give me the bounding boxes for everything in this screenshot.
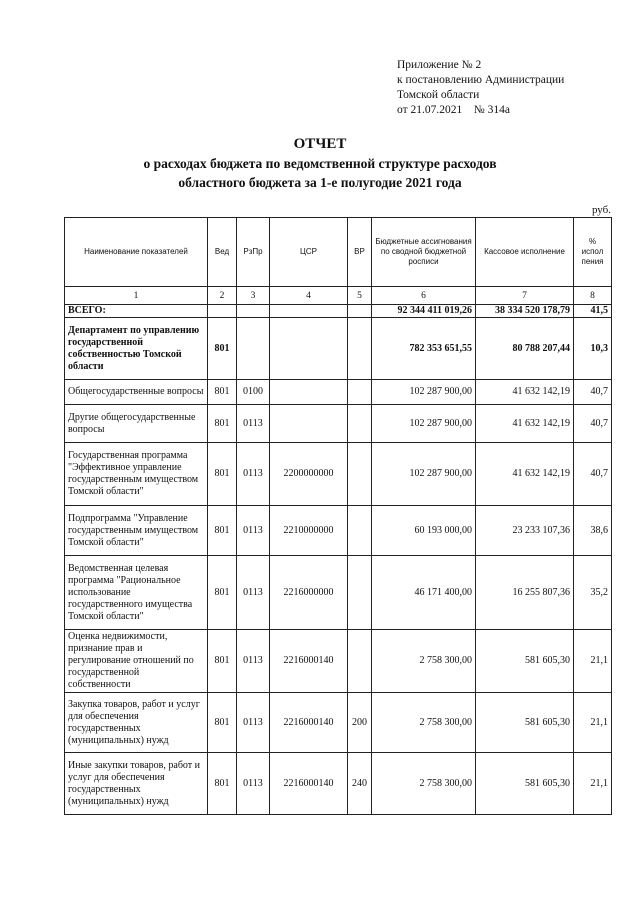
units-label: руб. [591,204,611,216]
cell-rzpr [237,305,270,318]
cell-csr [270,380,348,405]
cell-csr: 2216000000 [270,556,348,630]
row-label: Другие общегосударственные вопросы [65,405,208,443]
expense-table [64,217,612,815]
col-header-percent: % испол пения [574,218,612,287]
cell-percent: 10,3 [574,318,612,380]
cell-vr [348,380,372,405]
cell-allocations: 782 353 651,55 [372,318,476,380]
col-header-allocations: Бюджетные ассигнования по сводной бюджетной росписи [372,218,476,287]
cell-rzpr: 0113 [237,630,270,693]
cell-cash-execution: 41 632 142,19 [476,380,574,405]
col-number: 1 [65,287,208,305]
col-header-vr: ВР [348,218,372,287]
cell-csr: 2210000000 [270,506,348,556]
header-line-resolution: к постановлению Администрации [397,74,565,86]
cell-percent: 21,1 [574,753,612,815]
cell-percent: 40,7 [574,443,612,506]
cell-rzpr: 0100 [237,380,270,405]
cell-csr: 2216000140 [270,630,348,693]
col-header-csr: ЦСР [270,218,348,287]
row-label: Иные закупки товаров, работ и услуг для обеспечения государственных (муниципальных) нужд [65,753,208,815]
cell-percent: 21,1 [574,630,612,693]
cell-csr [270,305,348,318]
cell-ved: 801 [208,693,237,753]
cell-rzpr: 0113 [237,443,270,506]
col-header-name: Наименование показателей [65,218,208,287]
cell-vr [348,405,372,443]
cell-allocations: 102 287 900,00 [372,405,476,443]
col-number: 3 [237,287,270,305]
row-label: Государственная программа "Эффективное управление государственным имуществом Томской области" [65,443,208,506]
col-number: 2 [208,287,237,305]
cell-allocations: 102 287 900,00 [372,443,476,506]
table-row [65,630,612,693]
cell-rzpr: 0113 [237,693,270,753]
cell-cash-execution: 41 632 142,19 [476,405,574,443]
col-header-rzpr: РзПр [237,218,270,287]
report-title: ОТЧЕТ [293,136,347,152]
table-row [65,380,612,405]
cell-vr [348,556,372,630]
cell-cash-execution: 16 255 807,36 [476,556,574,630]
cell-rzpr: 0113 [237,506,270,556]
cell-ved: 801 [208,556,237,630]
col-number: 5 [348,287,372,305]
cell-ved: 801 [208,443,237,506]
cell-percent: 35,2 [574,556,612,630]
cell-allocations: 2 758 300,00 [372,753,476,815]
cell-cash-execution: 581 605,30 [476,693,574,753]
table-row [65,318,612,380]
cell-percent: 40,7 [574,380,612,405]
cell-allocations: 2 758 300,00 [372,693,476,753]
cell-vr: 200 [348,693,372,753]
cell-vr [348,630,372,693]
table-row [65,556,612,630]
cell-vr: 240 [348,753,372,815]
row-label: Ведомственная целевая программа "Рациональное использование государственного имущества Томской области" [65,556,208,630]
table-row [65,753,612,815]
cell-ved [208,305,237,318]
cell-csr: 2200000000 [270,443,348,506]
cell-allocations: 46 171 400,00 [372,556,476,630]
row-label: Закупка товаров, работ и услуг для обеспечения государственных (муниципальных) нужд [65,693,208,753]
cell-ved: 801 [208,405,237,443]
cell-csr: 2216000140 [270,753,348,815]
cell-allocations: 2 758 300,00 [372,630,476,693]
cell-vr [348,318,372,380]
cell-percent: 21,1 [574,693,612,753]
col-header-cash-execution: Кассовое исполнение [476,218,574,287]
table-row-total [65,305,612,318]
table-row [65,693,612,753]
row-label: Департамент по управлению государственной собственностью Томской области [65,318,208,380]
col-number: 8 [574,287,612,305]
cell-csr [270,405,348,443]
col-number: 7 [476,287,574,305]
col-number: 6 [372,287,476,305]
cell-rzpr: 0113 [237,405,270,443]
cell-cash-execution: 38 334 520 178,79 [476,305,574,318]
col-header-ved: Вед [208,218,237,287]
cell-csr [270,318,348,380]
report-subtitle-1: о расходах бюджета по ведомственной структуре расходов [143,156,497,171]
table-row [65,443,612,506]
cell-vr [348,443,372,506]
row-label: Оценка недвижимости, признание прав и регулирование отношений по государственной собственности [65,630,208,693]
row-label: Подпрограмма "Управление государственным имуществом Томской области" [65,506,208,556]
cell-vr [348,506,372,556]
cell-cash-execution: 80 788 207,44 [476,318,574,380]
col-number: 4 [270,287,348,305]
report-subtitle-2: областного бюджета за 1-е полугодие 2021 года [178,175,462,190]
row-label: ВСЕГО: [65,305,208,318]
cell-percent: 40,7 [574,405,612,443]
cell-ved: 801 [208,380,237,405]
cell-allocations: 102 287 900,00 [372,380,476,405]
cell-percent: 41,5 [574,305,612,318]
cell-cash-execution: 23 233 107,36 [476,506,574,556]
row-label: Общегосударственные вопросы [65,380,208,405]
cell-vr [348,305,372,318]
header-line-date: от 21.07.2021 № 314а [397,104,510,116]
cell-cash-execution: 41 632 142,19 [476,443,574,506]
cell-ved: 801 [208,753,237,815]
cell-cash-execution: 581 605,30 [476,630,574,693]
cell-cash-execution: 581 605,30 [476,753,574,815]
cell-allocations: 92 344 411 019,26 [372,305,476,318]
cell-percent: 38,6 [574,506,612,556]
cell-rzpr: 0113 [237,753,270,815]
cell-rzpr: 0113 [237,556,270,630]
table-header-row [65,218,612,287]
column-number-row [65,287,612,305]
cell-allocations: 60 193 000,00 [372,506,476,556]
cell-ved: 801 [208,318,237,380]
table-row [65,405,612,443]
approval-header [397,58,627,118]
cell-csr: 2216000140 [270,693,348,753]
table-row [65,506,612,556]
cell-ved: 801 [208,630,237,693]
header-line-appendix: Приложение № 2 [397,59,482,71]
cell-rzpr [237,318,270,380]
cell-ved: 801 [208,506,237,556]
header-line-region: Томской области [397,89,480,101]
